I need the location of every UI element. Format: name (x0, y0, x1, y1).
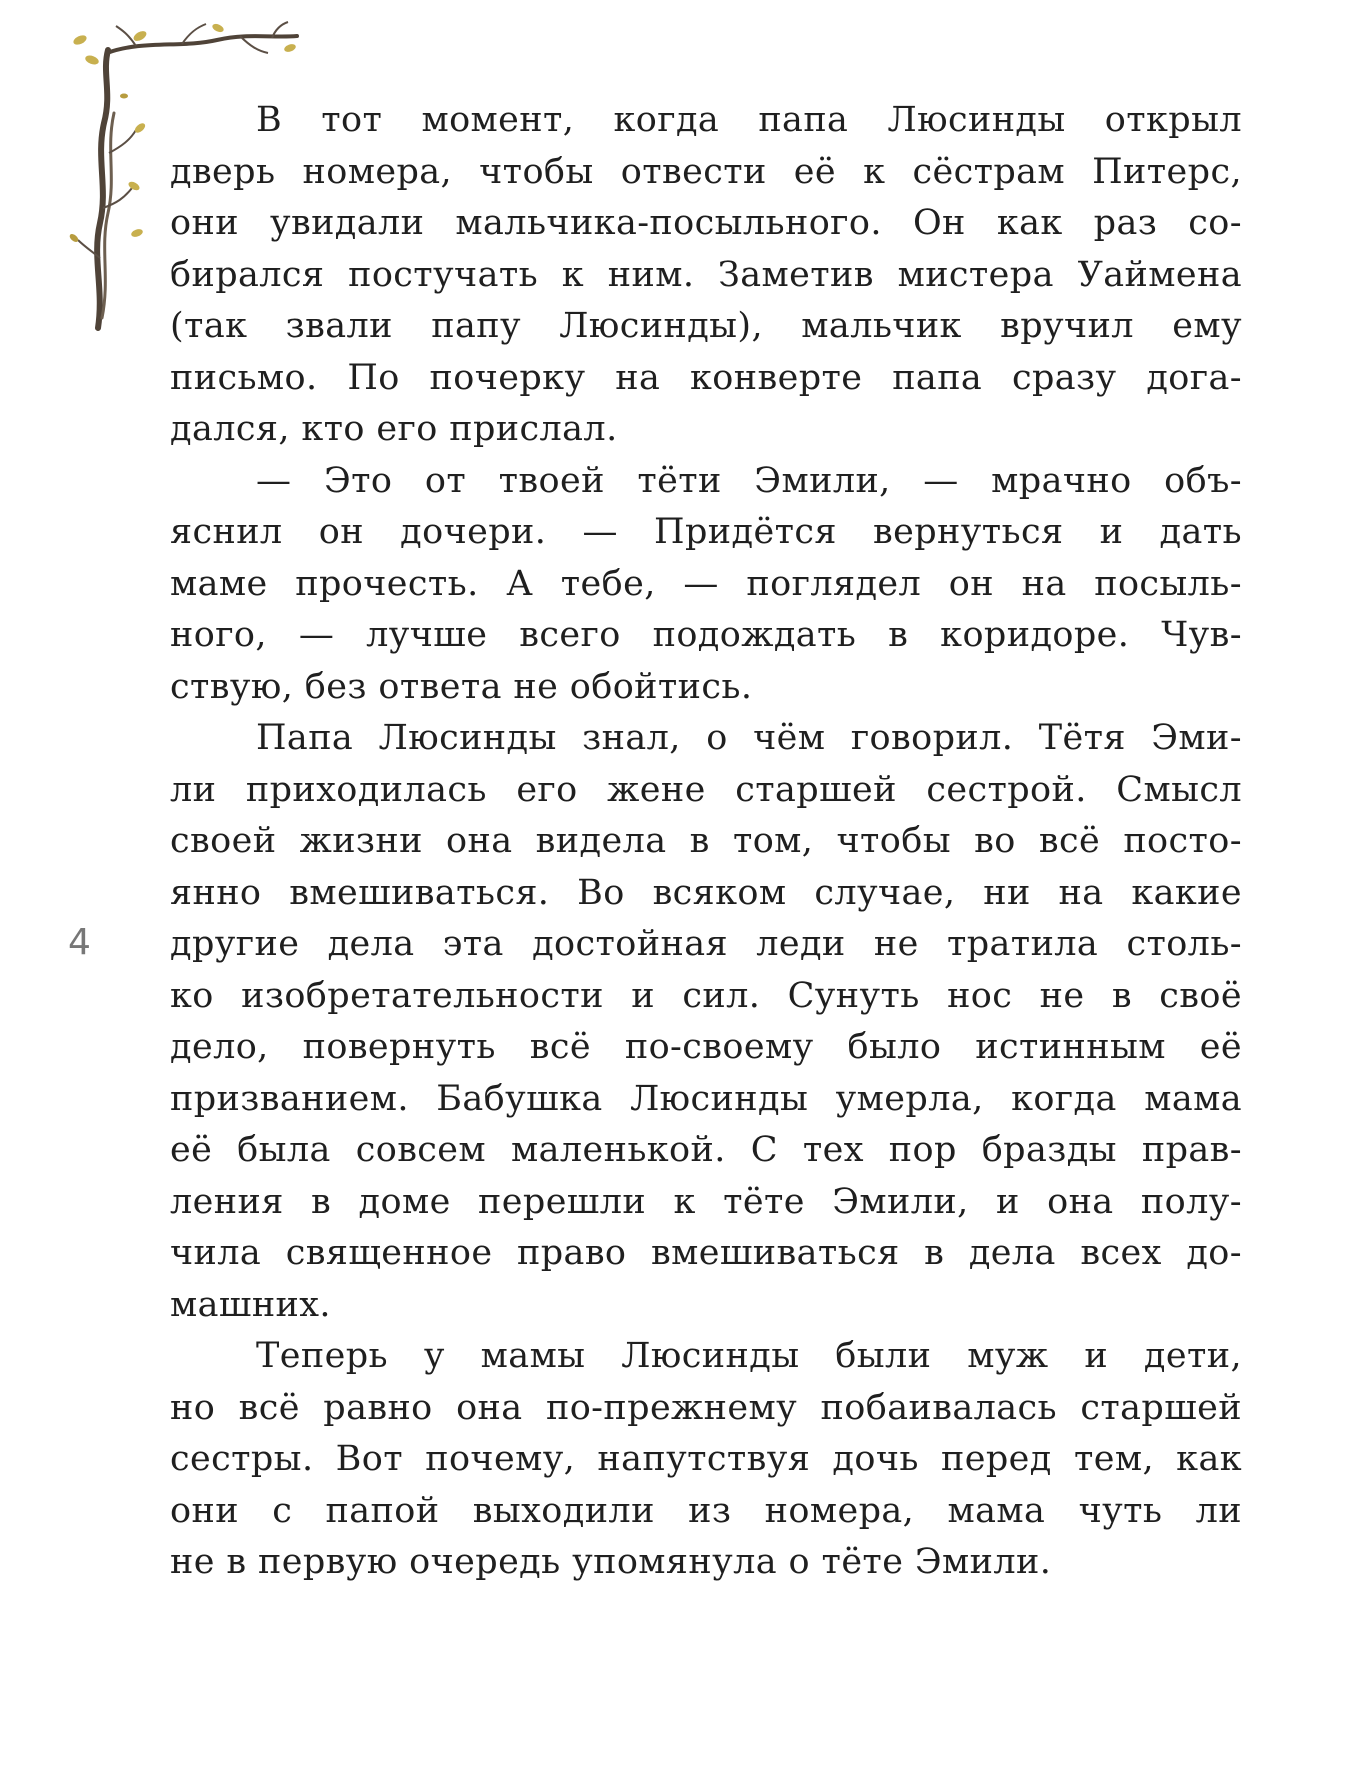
text-line: В тот момент, когда папа Люсинды открыл (256, 100, 1242, 140)
text-line: маме прочесть. А тебе, — поглядел он на посыль- (170, 563, 1242, 604)
text-line: другие дела эта достойная леди не тратила столь- (170, 924, 1242, 964)
page-number: 4 (68, 922, 91, 963)
text-line: призванием. Бабушка Люсинды умерла, когда мама (170, 1078, 1242, 1119)
text-line: чила священное право вмешиваться в дела всех до- (170, 1233, 1242, 1273)
text-line: но всё равно она по-прежнему побаивалась старшей (170, 1387, 1242, 1428)
text-line: машних. (170, 1284, 331, 1325)
text-line: дверь номера, чтобы отвести её к сёстрам Питерс, (170, 151, 1242, 192)
paragraph (170, 1331, 1242, 1589)
text-line: ствую, без ответа не обойтись. (170, 666, 753, 707)
text-line: ко изобретательности и сил. Сунуть нос не в своё (170, 975, 1242, 1016)
text-line: бирался постучать к ним. Заметив мистера Уаймена (170, 254, 1242, 295)
text-line: не в первую очередь упомянула о тёте Эмили. (170, 1542, 1052, 1582)
text-line: дело, повернуть всё по-своему было истинным её (170, 1027, 1242, 1067)
text-line: Теперь у мамы Люсинды были муж и дети, (256, 1336, 1242, 1376)
text-line: сестры. Вот почему, напутствуя дочь перед тем, как (170, 1439, 1242, 1479)
text-line: они увидали мальчика-посыльного. Он как раз со- (170, 203, 1242, 243)
text-line: они с папой выходили из номера, мама чуть ли (170, 1490, 1242, 1531)
text-line: ного, — лучше всего подождать в коридоре. Чув- (170, 615, 1242, 655)
text-line: её была совсем маленькой. С тех пор бразды прав- (170, 1130, 1242, 1170)
body-text (170, 95, 1242, 1589)
text-line: яснил он дочери. — Придётся вернуться и дать (170, 512, 1242, 552)
text-line: Папа Люсинды знал, о чём говорил. Тётя Эми- (256, 718, 1242, 758)
text-line: янно вмешиваться. Во всяком случае, ни на какие (170, 872, 1242, 913)
text-line: ления в доме перешли к тёте Эмили, и она полу- (170, 1181, 1242, 1222)
text-line: — Это от твоей тёти Эмили, — мрачно объ- (256, 460, 1242, 501)
paragraph (170, 713, 1242, 1331)
paragraph (170, 95, 1242, 456)
text-line: ли приходилась его жене старшей сестрой. Смысл (170, 769, 1242, 810)
text-line: своей жизни она видела в том, чтобы во всё посто- (170, 821, 1242, 861)
paragraph (170, 456, 1242, 714)
text-line: письмо. По почерку на конверте папа сразу дога- (170, 357, 1242, 398)
text-line: дался, кто его прислал. (170, 409, 618, 449)
text-line: (так звали папу Люсинды), мальчик вручил ему (170, 306, 1242, 346)
